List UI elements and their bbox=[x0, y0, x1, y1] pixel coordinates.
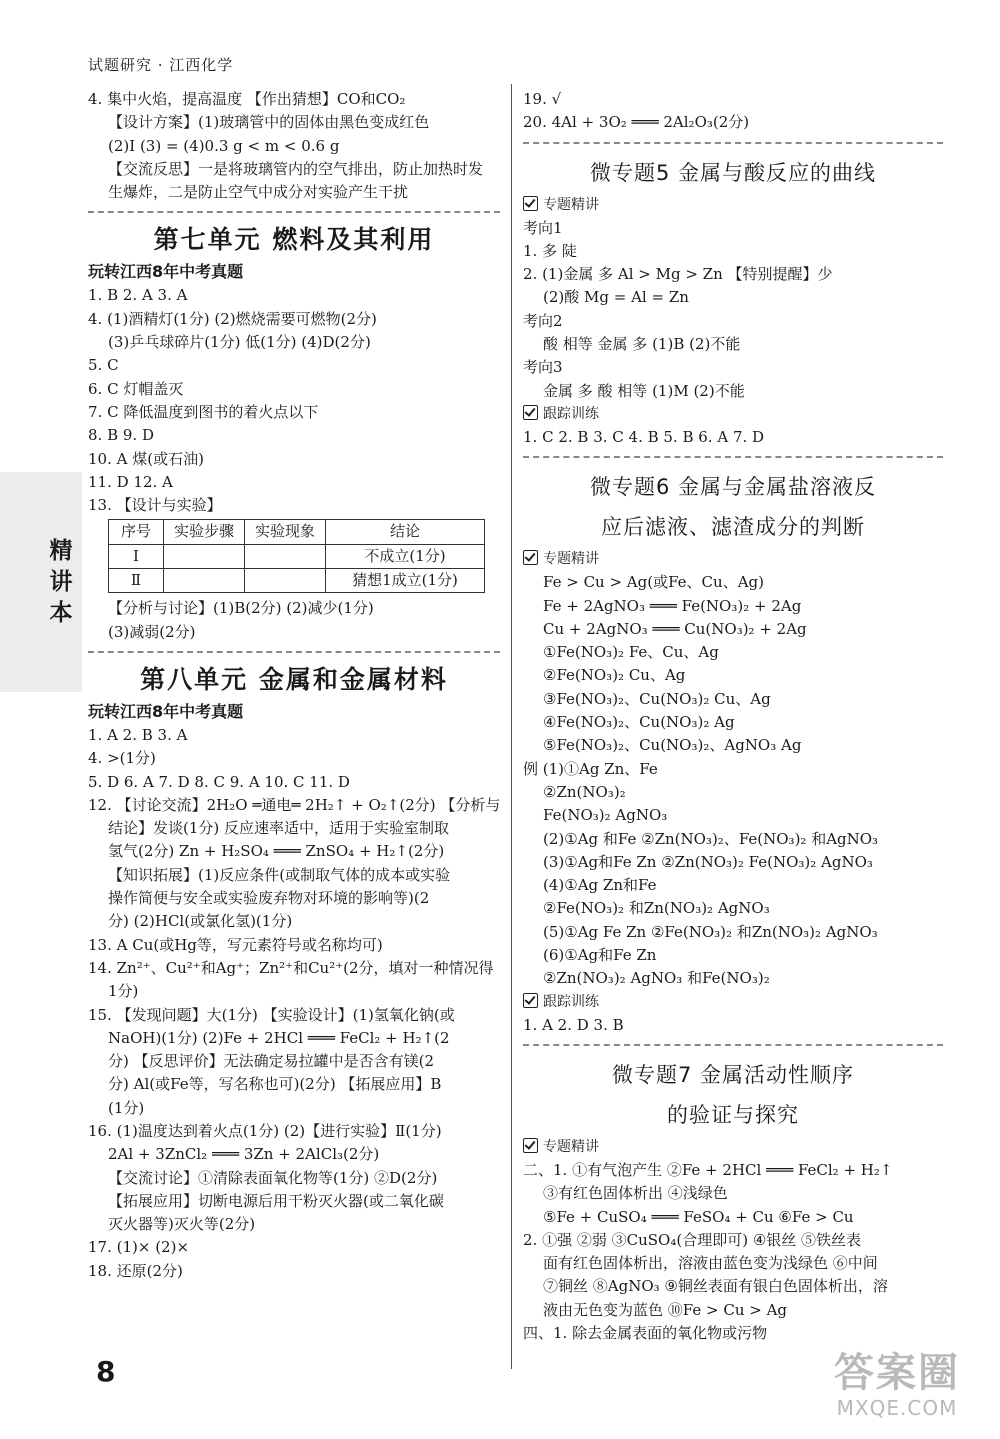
topic5-title: 微专题5 金属与酸反应的曲线 bbox=[589, 160, 877, 185]
answer-line: 分) 【反思评价】无法确定易拉罐中是否含有镁(2 bbox=[108, 1052, 435, 1071]
answer-line: 1. A 2. B 3. A bbox=[88, 725, 188, 744]
answer-line: 20. 4Al + 3O₂ ═══ 2Al₂O₃(2分) bbox=[523, 113, 750, 132]
column-divider bbox=[511, 84, 512, 1369]
table-cell: 不成立(1分) bbox=[326, 544, 485, 568]
topic7-title: 微专题7 金属活动性顺序 bbox=[611, 1062, 855, 1087]
answer-line: ⑦铜丝 ⑧AgNO₃ ⑨铜丝表面有银白色固体析出，溶 bbox=[543, 1277, 888, 1296]
answer-line: ②Fe(NO₃)₂ 和Zn(NO₃)₂ AgNO₃ bbox=[543, 899, 770, 918]
answer-line: ③Fe(NO₃)₂、Cu(NO₃)₂ Cu、Ag bbox=[543, 689, 771, 708]
answer-line: 酸 相等 金属 多 (1)B (2)不能 bbox=[543, 335, 741, 354]
table-cell bbox=[164, 569, 245, 593]
section-divider bbox=[88, 211, 500, 213]
answer-line: 6. C 灯帽盖灭 bbox=[88, 379, 184, 398]
answer-line: (5)①Ag Fe Zn ②Fe(NO₃)₂ 和Zn(NO₃)₂ AgNO₃ bbox=[543, 922, 878, 941]
answer-line: 1. A 2. D 3. B bbox=[523, 1015, 624, 1034]
table-cell: 猜想1成立(1分) bbox=[326, 569, 485, 593]
answer-line: 灭火器等)灭火等(2分) bbox=[108, 1215, 256, 1234]
check-icon bbox=[523, 1138, 538, 1153]
section-divider bbox=[523, 1044, 943, 1046]
answer-line: 氢气(2分) Zn + H₂SO₄ ═══ ZnSO₄ + H₂↑(2分) bbox=[108, 842, 445, 861]
answer-line: 10. A 煤(或石油) bbox=[88, 449, 204, 468]
answer-line: 四、1. 除去金属表面的氧化物或污物 bbox=[523, 1323, 768, 1342]
answer-line: 14. Zn²⁺、Cu²⁺和Ag⁺；Zn²⁺和Cu²⁺(2分，填对一种情况得 bbox=[88, 958, 494, 977]
section-mark: 专题精讲 bbox=[523, 194, 943, 217]
answer-line: 17. (1)× (2)× bbox=[88, 1238, 190, 1257]
answer-line: 13. A Cu(或Hg等，写元素符号或名称均可) bbox=[88, 935, 383, 954]
answer-line: Fe + 2AgNO₃ ═══ Fe(NO₃)₂ + 2Ag bbox=[543, 596, 802, 615]
answer-line: ①Fe(NO₃)₂ Fe、Cu、Ag bbox=[543, 643, 719, 662]
answer-line: 【分析与讨论】(1)B(2分) (2)减少(1分) bbox=[108, 599, 374, 618]
answer-line: (3)减弱(2分) bbox=[108, 622, 196, 641]
topic6-title: 微专题6 金属与金属盐溶液反 bbox=[589, 475, 877, 500]
section-mark: 专题精讲 bbox=[523, 1136, 943, 1159]
experiment-table bbox=[108, 519, 485, 593]
answer-line: 4. (1)酒精灯(1分) (2)燃烧需要可燃物(2分) bbox=[88, 309, 377, 328]
answer-line: ⑤Fe(NO₃)₂、Cu(NO₃)₂、AgNO₃ Ag bbox=[543, 736, 802, 755]
unit8-subtitle: 玩转江西8年中考真题 bbox=[88, 701, 244, 721]
answer-line: 金属 多 酸 相等 (1)M (2)不能 bbox=[543, 381, 745, 400]
answer-line: ④Fe(NO₃)₂、Cu(NO₃)₂ Ag bbox=[543, 713, 735, 732]
answer-line: NaOH)(1分) (2)Fe + 2HCl ═══ FeCl₂ + H₂↑(2 bbox=[108, 1028, 450, 1047]
table-row bbox=[109, 544, 485, 568]
answer-line: 5. C bbox=[88, 356, 119, 375]
answer-line: 考向2 bbox=[523, 311, 563, 330]
unit8-title: 第八单元 金属和金属材料 bbox=[140, 664, 448, 694]
answer-line: 2. (1)金属 多 Al > Mg > Zn 【特别提醒】少 bbox=[523, 265, 833, 284]
answer-line: 12. 【讨论交流】2H₂O ═通电═ 2H₂↑ + O₂↑(2分) 【分析与 bbox=[88, 795, 500, 814]
answer-line: (4)①Ag Zn和Fe bbox=[543, 876, 657, 895]
answer-line: 18. 还原(2分) bbox=[88, 1261, 183, 1280]
answer-line: 16. (1)温度达到着火点(1分) (2)【进行实验】Ⅱ(1分) bbox=[88, 1121, 442, 1140]
table-cell: Ⅰ bbox=[109, 544, 164, 568]
answer-line: ②Zn(NO₃)₂ bbox=[543, 782, 626, 801]
right-column bbox=[523, 88, 943, 1345]
section-mark: 跟踪训练 bbox=[523, 991, 943, 1014]
answer-line: 19. √ bbox=[523, 90, 562, 108]
topic7-title-cont: 的验证与探究 bbox=[667, 1102, 799, 1127]
answer-line: (6)①Ag和Fe Zn bbox=[543, 946, 657, 965]
check-icon bbox=[523, 196, 538, 211]
answer-line: 1. 多 陡 bbox=[523, 241, 577, 260]
answer-line: 5. D 6. A 7. D 8. C 9. A 10. C 11. D bbox=[88, 772, 350, 791]
answer-line: 生爆炸，二是防止空气中成分对实验产生干扰 bbox=[108, 183, 409, 202]
check-icon bbox=[523, 405, 538, 420]
topic6-title-cont: 应后滤液、滤渣成分的判断 bbox=[601, 515, 865, 540]
answer-line: 分) Al(或Fe等，写名称也可)(2分) 【拓展应用】B bbox=[108, 1075, 442, 1094]
side-tab-label: 精讲本 bbox=[49, 538, 73, 626]
table-header: 结论 bbox=[326, 520, 485, 544]
answer-line: 二、1. ①有气泡产生 ②Fe + 2HCl ═══ FeCl₂ + H₂↑ bbox=[523, 1160, 893, 1179]
answer-line: 【交流反思】一是将玻璃管内的空气排出，防止加热时发 bbox=[108, 159, 484, 178]
check-icon bbox=[523, 993, 538, 1008]
watermark bbox=[812, 1350, 982, 1420]
answer-line: 7. C 降低温度到图书的着火点以下 bbox=[88, 402, 319, 421]
table-cell bbox=[164, 544, 245, 568]
answer-line: ②Fe(NO₃)₂ Cu、Ag bbox=[543, 666, 686, 685]
answer-line: 11. D 12. A bbox=[88, 472, 173, 491]
section-divider bbox=[523, 142, 943, 144]
answer-line: 1. C 2. B 3. C 4. B 5. B 6. A 7. D bbox=[523, 427, 765, 446]
answer-line: 1分) bbox=[108, 982, 139, 1001]
answer-line: 结论】发谈(1分) 反应速率适中，适用于实验室制取 bbox=[108, 819, 450, 838]
page-header: 试题研究 · 江西化学 bbox=[88, 56, 234, 74]
answer-line: 2Al + 3ZnCl₂ ═══ 3Zn + 2AlCl₃(2分) bbox=[108, 1145, 380, 1164]
answer-line: Fe(NO₃)₂ AgNO₃ bbox=[543, 806, 668, 825]
answer-line: (2)①Ag 和Fe ②Zn(NO₃)₂、Fe(NO₃)₂ 和AgNO₃ bbox=[543, 829, 879, 848]
answer-line: Cu + 2AgNO₃ ═══ Cu(NO₃)₂ + 2Ag bbox=[543, 619, 807, 638]
answer-line: 1. B 2. A 3. A bbox=[88, 286, 188, 305]
answer-line: 13. 【设计与实验】 bbox=[88, 496, 222, 515]
answer-line: ②Zn(NO₃)₂ AgNO₃ 和Fe(NO₃)₂ bbox=[543, 969, 770, 988]
answer-line: Fe > Cu > Ag(或Fe、Cu、Ag) bbox=[543, 573, 764, 592]
answer-line: 例 (1)①Ag Zn、Fe bbox=[523, 759, 658, 778]
answer-line: (2)Ⅰ (3) = (4)0.3 g < m < 0.6 g bbox=[108, 136, 340, 155]
section-mark: 跟踪训练 bbox=[523, 403, 943, 426]
section-mark: 专题精讲 bbox=[523, 548, 943, 571]
table-header: 实验现象 bbox=[245, 520, 326, 544]
section-divider bbox=[523, 456, 943, 458]
check-icon bbox=[523, 550, 538, 565]
answer-line: 4. >(1分) bbox=[88, 749, 156, 768]
answer-line: (2)酸 Mg = Al = Zn bbox=[543, 288, 689, 307]
answer-line: 【拓展应用】切断电源后用干粉灭火器(或二氧化碳 bbox=[108, 1191, 444, 1210]
table-cell: Ⅱ bbox=[109, 569, 164, 593]
answer-line: ③有红色固体析出 ④浅绿色 bbox=[543, 1184, 728, 1203]
table-header: 序号 bbox=[109, 520, 164, 544]
answer-line: (3)①Ag和Fe Zn ②Zn(NO₃)₂ Fe(NO₃)₂ AgNO₃ bbox=[543, 852, 873, 871]
answer-line: (3)乒乓球碎片(1分) 低(1分) (4)D(2分) bbox=[108, 333, 371, 352]
table-header: 实验步骤 bbox=[164, 520, 245, 544]
answer-line: 2. ①强 ②弱 ③CuSO₄(合理即可) ④银丝 ⑤铁丝表 bbox=[523, 1230, 862, 1249]
answer-line: 考向3 bbox=[523, 358, 563, 377]
answer-line: 15. 【发现问题】大(1分) 【实验设计】(1)氢氧化钠(或 bbox=[88, 1005, 455, 1024]
answer-line: 液由无色变为蓝色 ⑩Fe > Cu > Ag bbox=[543, 1300, 788, 1319]
answer-line: 8. B 9. D bbox=[88, 426, 154, 445]
table-row bbox=[109, 569, 485, 593]
section-divider bbox=[88, 651, 500, 653]
answer-line: 【设计方案】(1)玻璃管中的固体由黑色变成红色 bbox=[108, 113, 430, 132]
watermark-url: MXQE.COM bbox=[836, 1396, 958, 1420]
answer-line: 【交流讨论】①清除表面氧化物等(1分) ②D(2分) bbox=[108, 1168, 438, 1187]
table-cell bbox=[245, 544, 326, 568]
answer-line: 【知识拓展】(1)反应条件(或制取气体的成本或实验 bbox=[108, 865, 451, 884]
table-cell bbox=[245, 569, 326, 593]
answer-line: 考向1 bbox=[523, 218, 563, 237]
answer-line: 面有红色固体析出，溶液由蓝色变为浅绿色 ⑥中间 bbox=[543, 1254, 878, 1273]
watermark-logo: 答案圈 bbox=[834, 1350, 960, 1396]
answer-line: 操作简便与安全或实验废弃物对环境的影响等)(2 bbox=[108, 889, 430, 908]
unit7-subtitle: 玩转江西8年中考真题 bbox=[88, 262, 244, 282]
unit7-title: 第七单元 燃料及其利用 bbox=[153, 225, 435, 255]
page-number: 8 bbox=[96, 1355, 116, 1388]
answer-line: 4. 集中火焰，提高温度 【作出猜想】CO和CO₂ bbox=[88, 90, 406, 108]
answer-line: (1分) bbox=[108, 1098, 145, 1117]
answer-line: ⑤Fe + CuSO₄ ═══ FeSO₄ + Cu ⑥Fe > Cu bbox=[543, 1207, 854, 1226]
left-column bbox=[88, 88, 500, 1283]
answer-line: 分) (2)HCl(或氯化氢)(1分) bbox=[108, 912, 293, 931]
